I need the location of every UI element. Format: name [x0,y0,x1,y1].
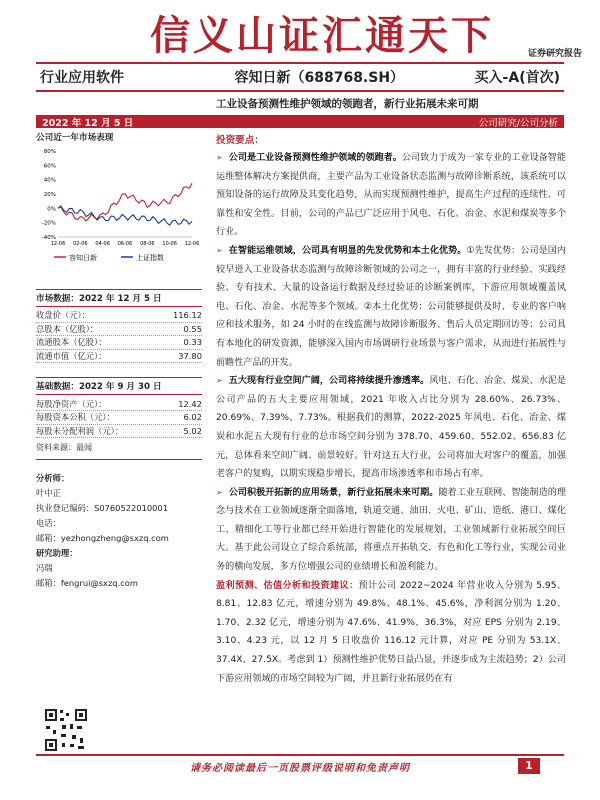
divider [36,377,202,378]
section-heading: 投资要点： [216,135,264,146]
market-row: 流通股本（亿股）： 0.33 [36,336,202,350]
basic-row: 每股资本公积（元）： 6.02 [36,411,202,425]
assistant-name: 冯瑞 [36,562,53,573]
basic-row: 每股未分配利润（元）： 5.02 [36,425,202,439]
company-name: 容知日新（688768.SH） [234,70,405,86]
y-tick-label: -20% [41,220,56,227]
market-row: 流通市值（亿元）： 37.80 [36,350,202,364]
report-type: 证券研究报告 [527,49,582,59]
y-tick-label: 40% [43,177,56,184]
report-category: 公司研究/公司分析 [478,117,558,129]
assistant-email[interactable]: 邮箱：fengrui@sxzq.com [36,577,138,588]
analyst-name: 叶中正 [36,487,61,498]
basic-data-table [36,397,202,438]
x-tick-label: 06-06 [117,241,133,247]
bullet-icon: ➢ [216,487,223,497]
divider [36,459,202,460]
brand-logo: 信义山证汇通天下 [150,12,494,59]
x-tick-label: 04-06 [95,241,110,247]
index-line [58,206,192,225]
divider [36,289,202,290]
legend-index-label: 上证指数 [136,254,164,262]
x-tick-label: 08-06 [140,241,155,247]
divider [36,394,202,395]
basic-row: 每股净资产（元）： 12.42 [36,397,202,411]
analyst-title: 分析师： [36,472,70,483]
forecast-paragraph: 盈利预测、估值分析和投资建议：预计公司 2022~2024 年营业收入分别为 5.95、8.81、12.83 亿元，增速分别为 49.8%、48.1%、45.6%，净利润分别为 1.20、1.70、2.32 亿元，增速分别为 47.6%、41.9%、36.3%，对应 EPS 分别为 2.19、3.10、4.23 元，以 12 月 5 日收盘价 116.12 元计算，对应 PE 分别为 53.1X、37.4X、27.5X。考虑到 1）预测性维护优势日益凸显，并逐步成为主流趋势；2）公司下游应用领域的市场空间较为广阔，并且新行业拓展仍在有 [216,580,566,684]
point-3: ➢ 五大现有行业空间广阔，公司将持续提升渗透率。风电、石化、冶金、煤炭、水泥是公司产品的五大主要应用领域，2021 年收入占比分别为 28.60%、26.73%、20.69%、7.39%、7.73%。根据我们的测算，2022-2025 年风电、石化、冶金、煤炭和水泥五大现有行业的总市场空间分别为 378.70、459.60、552.02、656.83 亿元，总体看来空间广阔、前景较好。针对这五大行业，公司将加大对客户的覆盖，加强老客户的复购，以期实现稳步增长，提高市场渗透率和市场占有率。 [216,376,566,480]
market-row: 收盘价（元）： 116.12 [36,309,202,323]
legend-company-label: 容知日新 [69,254,97,262]
title-row [40,66,560,88]
left-sidebar [36,131,202,590]
market-data-table [36,309,202,363]
point-2: ➢ 在智能运维领域，公司具有明显的先发优势和本土化优势。①先发优势：公司是国内较早进入工业设备状态监测与故障诊断领域的公司之一，拥有丰富的行业经验、实践经验、专有技术、大量的设备运行数据及经过验证的诊断案例库，下游应用领域覆盖风电、石化、冶金、水泥等多个领域。②本土化优势：公司能够提供及时、专业的客户响应和技术服务，如 24 小时的在线监测与故障诊断服务、售后人员定期回访等；公司具有本地化的研发资源，能够深入国内市场调研行业场景与客户需求，从而进行拓展性与前瞻性产品的开发。 [216,245,566,368]
point-4: ➢ 公司积极开拓新的应用场景，新行业拓展未来可期。随着工业互联网、智能制造的理念与技术在工业领域逐渐全面落地，轨道交通、油田、火电、矿山、造纸、港口、煤化工、精细化工等行业都已经开始进行智能化的发展规划，工业领域新行业拓展空间巨大。基于此公司设立了综合系统部，将重点开拓轨交、有色和化工等行业，实现公司业务的横向发展，多方位增强公司的业绩增长和盈利能力。 [216,487,566,573]
report-subtitle: 工业设备预测性维护领域的领跑者，新行业拓展未来可期 [216,98,479,110]
bullet-icon: ➢ [216,153,223,162]
main-content [216,133,566,688]
divider [36,306,202,307]
company-line [58,183,192,221]
bullet-icon: ➢ [216,245,223,255]
x-tick-label: 10-06 [162,241,177,247]
x-tick-label: 12-06 [184,241,200,247]
y-tick-label: 20% [43,192,56,198]
data-source: 资料来源：最闻 [36,443,92,453]
y-tick-label: 80% [43,149,56,155]
market-data-title: 市场数据：2022 年 12 月 5 日 [36,294,162,304]
date-band [36,115,564,128]
report-date: 2022 年 12 月 5 日 [42,117,134,129]
x-tick-label: 02-06 [73,241,88,247]
analyst-email[interactable]: 邮箱：yezhongzheng@sxzq.com [36,532,169,543]
footer [36,754,564,776]
x-tick-label: 12-06 [50,241,66,247]
rating: 买入-A(首次) [474,70,560,86]
analyst-license: 执业登记编码：S0760522010001 [36,502,168,513]
y-tick-label: -40% [41,235,56,241]
page-number: 1 [518,758,540,774]
y-tick-label: 60% [43,163,56,170]
qr-code-icon [44,708,88,752]
header-divider [36,62,564,64]
title-divider [36,90,564,92]
market-chart-title: 公司近一年市场表现 [36,133,114,143]
market-performance-chart [36,145,200,269]
market-row: 总股本（亿股）： 0.55 [36,323,202,337]
assistant-title: 研究助理： [36,547,78,558]
analyst-phone: 电话： [36,517,61,528]
footer-disclaimer: 请务必阅读最后一页股票评级说明和免责声明 [190,762,410,774]
analyst-block [36,470,202,590]
industry-name: 行业应用软件 [40,70,124,86]
basic-data-title: 基础数据：2022 年 9 月 30 日 [36,382,162,393]
y-tick-label: 0% [47,206,56,213]
point-1: ➢ 公司是工业设备预测性维护领域的领跑者。公司致力于成为一家专业的工业设备智能运维整体解决方案提供商，主要产品为工业设备状态监测与故障诊断系统，该系统可以预知设备的运行故障及其变化趋势，从而实现预测性维护，提高生产过程的连续性、可靠性和安全性。目前，公司的产品已广泛应用于风电、石化、冶金、水泥和煤炭等多个行业。 [216,153,566,238]
bullet-icon: ➢ [216,376,223,386]
